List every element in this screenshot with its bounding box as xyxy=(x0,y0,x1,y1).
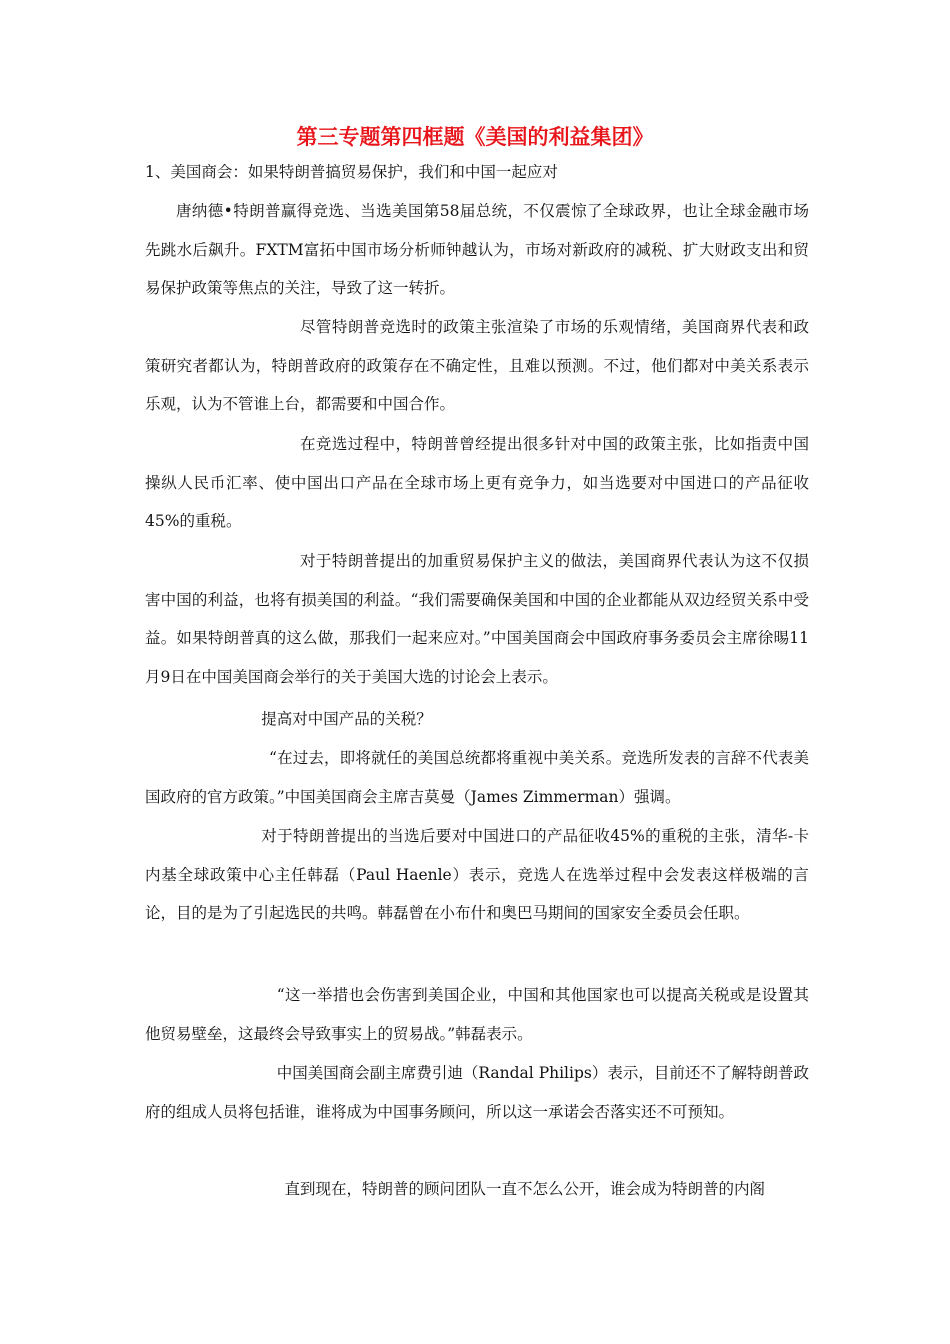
paragraph-7: 对于特朗普提出的当选后要对中国进口的产品征收45%的重税的主张，清华-卡内基全球政策中心主任韩磊（Paul Haenle）表示，竞选人在选举过程中会发表这样极端的言论，目的是为了引起选民的共鸣。韩磊曾在小布什和奥巴马期间的国家安全委员会任职。 xyxy=(145,827,809,922)
paragraph-8: “这一举措也会伤害到美国企业，中国和其他国家也可以提高关税或是设置其他贸易壁垒，这最终会导致事实上的贸易战。”韩磊表示。 xyxy=(145,986,809,1043)
question-heading: 1、美国商会：如果特朗普搞贸易保护，我们和中国一起应对 xyxy=(145,163,558,181)
paragraph-10: 直到现在，特朗普的顾问团队一直不怎么公开，谁会成为特朗普的内阁 xyxy=(284,1180,766,1198)
page-title: 第三专题第四框题《美国的利益集团》 xyxy=(296,124,654,149)
paragraph-subheading: 提高对中国产品的关税？ xyxy=(261,710,432,728)
paragraph-2: 尽管特朗普竞选时的政策主张渲染了市场的乐观情绪，美国商界代表和政策研究者都认为，特朗普政府的政策存在不确定性，且难以预测。不过，他们都对中美关系表示乐观，认为不管谁上台，都需要和中国合作。 xyxy=(145,318,809,413)
paragraph-6: “在过去，即将就任的美国总统都将重视中美关系。竞选所发表的言辞不代表美国政府的官方政策。”中国美国商会主席吉莫曼（James Zimmerman）强调。 xyxy=(145,749,809,806)
paragraph-4: 对于特朗普提出的加重贸易保护主义的做法，美国商界代表认为这不仅损害中国的利益，也将有损美国的利益。“我们需要确保美国和中国的企业都能从双边经贸关系中受益。如果特朗普真的这么做，那我们一起来应对。”中国美国商会中国政府事务委员会主席徐晹11月9日在中国美国商会举行的关于美国大选的讨论会上表示。 xyxy=(145,552,809,686)
paragraph-9: 中国美国商会副主席费引迪（Randal Philips）表示，目前还不了解特朗普政府的组成人员将包括谁，谁将成为中国事务顾问，所以这一承诺会否落实还不可预知。 xyxy=(145,1064,809,1121)
paragraph-3: 在竞选过程中，特朗普曾经提出很多针对中国的政策主张，比如指责中国操纵人民币汇率、使中国出口产品在全球市场上更有竞争力，如当选要对中国进口的产品征收45%的重税。 xyxy=(145,435,809,530)
paragraph-1: 唐纳德•特朗普赢得竞选、当选美国第58届总统，不仅震惊了全球政界，也让全球金融市场先跳水后飙升。FXTM富拓中国市场分析师钟越认为，市场对新政府的减税、扩大财政支出和贸易保护政策等焦点的关注，导致了这一转折。 xyxy=(145,202,809,297)
